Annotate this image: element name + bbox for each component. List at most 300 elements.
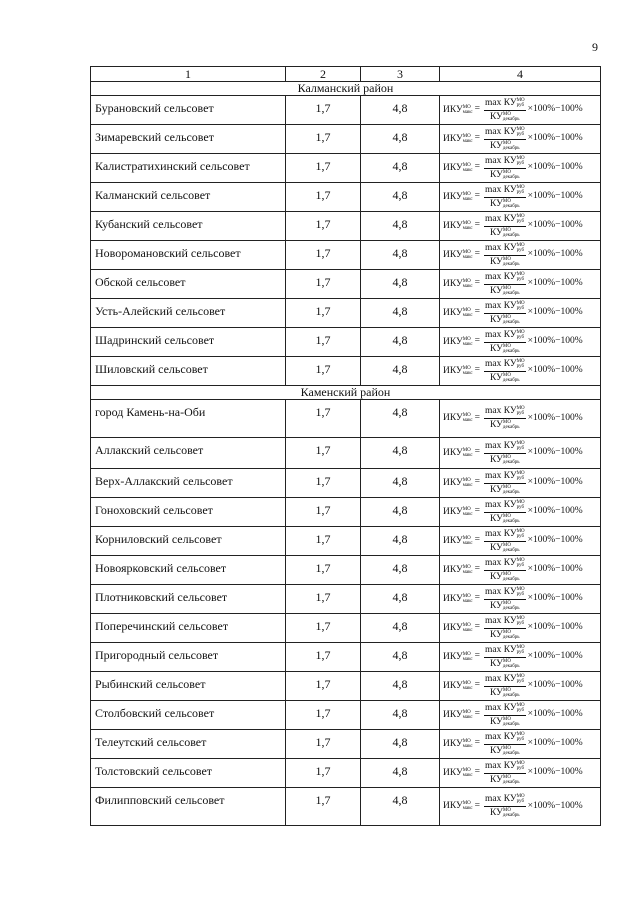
table-row [91,498,601,527]
formula-tail: ×100%−100% [527,104,583,115]
formula-num-sup: МО [516,615,525,621]
settlement-name: город Камень-на-Оби [91,400,286,438]
formula-den-sup: МО [502,111,511,117]
formula-den-sub: декабрь [502,750,520,756]
formula-tail: ×100%−100% [527,800,583,811]
settlement-name: Бурановский сельсовет [91,96,286,125]
formula-num-sup: МО [516,126,525,132]
formula-numerator: max КУ [484,558,517,568]
formula-eq: = [474,104,480,115]
formula-tail: ×100%−100% [527,477,583,488]
table-row [91,212,601,241]
formula-numerator: max КУ [484,330,517,340]
formula-denominator: КУ [490,169,503,180]
formula-den-sub: декабрь [502,116,520,122]
formula-num-sub: руб [516,276,524,282]
formula-num-sub: руб [516,411,524,417]
table-row [91,759,601,788]
formula-den-sup: МО [502,808,511,813]
value-col-3: 4,8 [361,527,440,556]
formula-lhs-sub: макс [462,743,473,749]
formula-num-sup: МО [516,731,525,737]
formula-fraction [484,301,526,325]
formula-cell [440,154,601,183]
formula-numerator: max КУ [484,732,517,742]
formula-num-sub: руб [516,189,524,195]
formula-eq: = [474,738,480,749]
formula [443,794,600,818]
formula [443,185,600,209]
formula-numerator: max КУ [484,156,517,166]
formula-numerator: max КУ [484,761,517,771]
formula-denominator: КУ [490,198,503,209]
table-row [91,299,601,328]
formula-numerator: max КУ [484,441,517,451]
formula-denominator: КУ [490,687,503,698]
formula-tail: ×100%−100% [527,336,583,347]
formula-den-sub: декабрь [502,290,520,296]
formula-cell [440,357,601,386]
header-cell-1: 1 [91,67,286,82]
formula-fraction [484,500,526,524]
formula [443,301,600,325]
formula-lhs: ИКУ [443,104,463,115]
formula-lhs-sub: макс [462,540,473,546]
formula-denominator: КУ [490,314,503,325]
value-col-3: 4,8 [361,788,440,826]
formula-eq: = [474,336,480,347]
formula-cell [440,299,601,328]
formula-lhs-sub: макс [462,196,473,202]
formula-num-sup: МО [516,300,525,306]
formula [443,441,600,465]
formula-lhs: ИКУ [443,680,463,691]
value-col-2: 1,7 [286,357,361,386]
formula-eq: = [474,249,480,260]
settlement-name: Телеутский сельсовет [91,730,286,759]
formula-lhs: ИКУ [443,593,463,604]
formula-lhs-sub: макс [462,685,473,691]
value-col-2: 1,7 [286,759,361,788]
formula-tail: ×100%−100% [527,651,583,662]
formula-den-sup: МО [502,774,511,780]
formula-eq: = [474,506,480,517]
formula-tail: ×100%−100% [527,506,583,517]
formula-lhs-sub: макс [462,225,473,231]
formula-den-sup: МО [502,227,511,233]
value-col-2: 1,7 [286,400,361,438]
value-col-3: 4,8 [361,212,440,241]
formula-lhs-sup: МО [462,133,471,139]
formula [443,471,600,495]
formula-numerator: max КУ [484,471,517,481]
formula-num-sub: руб [516,305,524,311]
value-col-3: 4,8 [361,96,440,125]
value-col-2: 1,7 [286,241,361,270]
formula-lhs-sub: макс [462,138,473,144]
formula-lhs-sub: макс [462,806,473,812]
formula-den-sup: МО [502,198,511,204]
settlement-name: Верх-Аллакский сельсовет [91,469,286,498]
formula-lhs-sup: МО [462,336,471,342]
formula-fraction [484,703,526,727]
formula-num-sub: руб [516,445,524,451]
table-row [91,527,601,556]
formula-tail: ×100%−100% [527,680,583,691]
formula-den-sup: МО [502,372,511,378]
formula-cell [440,96,601,125]
formula-den-sub: декабрь [502,692,520,698]
formula-lhs-sub: макс [462,167,473,173]
formula-lhs-sup: МО [462,506,471,512]
value-col-3: 4,8 [361,701,440,730]
formula-fraction [484,156,526,180]
settlement-name: Калманский сельсовет [91,183,286,212]
formula-num-sub: руб [516,533,524,539]
value-col-2: 1,7 [286,299,361,328]
formula-numerator: max КУ [484,703,517,713]
formula [443,732,600,756]
formula-den-sup: МО [502,314,511,320]
formula-lhs-sup: МО [462,801,471,807]
formula-lhs: ИКУ [443,191,463,202]
formula-num-sup: МО [516,470,525,476]
formula-numerator: max КУ [484,529,517,539]
formula-numerator: max КУ [484,301,517,311]
formula-den-sub: декабрь [502,721,520,727]
formula-num-sub: руб [516,334,524,340]
formula-lhs-sub: макс [462,627,473,633]
formula-lhs-sup: МО [462,477,471,483]
formula-eq: = [474,477,480,488]
formula-lhs: ИКУ [443,477,463,488]
formula-cell [440,498,601,527]
formula [443,558,600,582]
formula-den-sub: декабрь [502,518,520,524]
formula-lhs-sub: макс [462,598,473,604]
formula-num-sub: руб [516,620,524,626]
formula-cell [440,643,601,672]
formula-num-sup: МО [516,97,525,103]
formula-cell [440,212,601,241]
formula-fraction [484,645,526,669]
formula-num-sub: руб [516,247,524,253]
formula-lhs-sup: МО [462,680,471,686]
formula-fraction [484,330,526,354]
value-col-3: 4,8 [361,585,440,614]
value-col-2: 1,7 [286,328,361,357]
value-col-2: 1,7 [286,527,361,556]
formula [443,703,600,727]
formula-denominator: КУ [490,454,503,465]
value-col-2: 1,7 [286,585,361,614]
value-col-2: 1,7 [286,212,361,241]
formula-fraction [484,272,526,296]
formula-denominator: КУ [490,285,503,296]
formula-den-sup: МО [502,484,511,490]
formula-num-sup: МО [516,213,525,219]
formula [443,127,600,151]
formula-tail: ×100%−100% [527,535,583,546]
formula-numerator: max КУ [484,127,517,137]
formula-den-sup: МО [502,571,511,577]
formula-lhs-sub: макс [462,312,473,318]
value-col-2: 1,7 [286,614,361,643]
settlement-name: Филипповский сельсовет [91,788,286,826]
formula-cell [440,730,601,759]
formula-cell [440,556,601,585]
formula-fraction [484,674,526,698]
formula-cell [440,241,601,270]
formula-lhs-sup: МО [462,278,471,284]
formula-num-sub: руб [516,678,524,684]
formula-num-sup: МО [516,499,525,505]
formula-lhs-sub: макс [462,418,473,424]
value-col-2: 1,7 [286,438,361,469]
formula [443,272,600,296]
formula-tail: ×100%−100% [527,767,583,778]
formula-cell [440,672,601,701]
settlement-name: Калистратихинский сельсовет [91,154,286,183]
formula-lhs-sub: макс [462,511,473,517]
value-col-2: 1,7 [286,556,361,585]
value-col-2: 1,7 [286,270,361,299]
formula-lhs-sup: МО [462,220,471,226]
formula-lhs: ИКУ [443,506,463,517]
formula-fraction [484,732,526,756]
formula-tail: ×100%−100% [527,412,583,423]
formula-cell [440,438,601,469]
formula-den-sub: декабрь [502,203,520,209]
table-row [91,96,601,125]
header-row [91,67,601,82]
formula-lhs-sup: МО [462,162,471,168]
formula-numerator: max КУ [484,98,517,108]
formula-lhs-sub: макс [462,452,473,458]
formula-eq: = [474,767,480,778]
formula-lhs-sup: МО [462,593,471,599]
value-col-2: 1,7 [286,96,361,125]
value-col-2: 1,7 [286,498,361,527]
formula-eq: = [474,564,480,575]
value-col-2: 1,7 [286,643,361,672]
value-col-3: 4,8 [361,614,440,643]
formula-denominator: КУ [490,420,503,431]
formula-lhs: ИКУ [443,709,463,720]
formula-denominator: КУ [490,658,503,669]
formula-eq: = [474,278,480,289]
formula-den-sup: МО [502,256,511,262]
formula-denominator: КУ [490,484,503,495]
formula-lhs: ИКУ [443,738,463,749]
settlement-name: Пригородный сельсовет [91,643,286,672]
formula-den-sub: декабрь [502,377,520,383]
formula-lhs-sup: МО [462,535,471,541]
settlement-name: Корниловский сельсовет [91,527,286,556]
formula-den-sup: МО [502,745,511,751]
formula-denominator: КУ [490,571,503,582]
formula-den-sup: МО [502,513,511,519]
formula-den-sub: декабрь [502,605,520,611]
formula-num-sup: МО [516,528,525,534]
formula-num-sup: МО [516,760,525,766]
formula-num-sup: МО [516,644,525,650]
formula-lhs-sub: макс [462,772,473,778]
formula-num-sub: руб [516,765,524,771]
formula-num-sub: руб [516,160,524,166]
region-title: Каменский район [91,386,601,400]
formula-den-sup: МО [502,629,511,635]
value-col-3: 4,8 [361,357,440,386]
formula-den-sup: МО [502,454,511,460]
formula-fraction [484,529,526,553]
value-col-2: 1,7 [286,701,361,730]
formula-tail: ×100%−100% [527,162,583,173]
formula-den-sup: МО [502,716,511,722]
formula-lhs-sup: МО [462,365,471,371]
formula-den-sub: декабрь [502,576,520,582]
formula-cell [440,328,601,357]
formula-den-sup: МО [502,285,511,291]
formula-den-sup: МО [502,343,511,349]
table-row [91,438,601,469]
formula-tail: ×100%−100% [527,191,583,202]
header-cell-2: 2 [286,67,361,82]
value-col-3: 4,8 [361,672,440,701]
table-row [91,730,601,759]
formula [443,761,600,785]
formula-lhs: ИКУ [443,278,463,289]
formula-lhs-sup: МО [462,191,471,197]
formula-cell [440,788,601,826]
formula-lhs-sup: МО [462,709,471,715]
table-row [91,270,601,299]
page-number: 9 [592,40,598,54]
formula-numerator: max КУ [484,794,517,805]
formula-lhs-sub: макс [462,341,473,347]
formula-eq: = [474,709,480,720]
table-row [91,125,601,154]
table-row [91,585,601,614]
header-cell-3: 3 [361,67,440,82]
formula [443,359,600,383]
formula-eq: = [474,651,480,662]
formula-lhs: ИКУ [443,447,463,458]
formula-num-sup: МО [516,242,525,248]
table-row [91,183,601,212]
formula-eq: = [474,593,480,604]
formula-tail: ×100%−100% [527,564,583,575]
table-row [91,614,601,643]
formula-num-sub: руб [516,131,524,137]
formula [443,674,600,698]
formula-eq: = [474,535,480,546]
formula-den-sup: МО [502,420,511,425]
formula-eq: = [474,365,480,376]
formula-eq: = [474,447,480,458]
formula-tail: ×100%−100% [527,278,583,289]
formula-lhs: ИКУ [443,564,463,575]
formula-tail: ×100%−100% [527,307,583,318]
formula-lhs-sup: МО [462,307,471,313]
formula-lhs-sup: МО [462,564,471,570]
formula-tail: ×100%−100% [527,220,583,231]
formula-cell [440,614,601,643]
formula-lhs-sup: МО [462,104,471,110]
value-col-2: 1,7 [286,469,361,498]
formula-denominator: КУ [490,140,503,151]
value-col-2: 1,7 [286,183,361,212]
formula-eq: = [474,622,480,633]
value-col-2: 1,7 [286,788,361,826]
formula-fraction [484,185,526,209]
table-row [91,328,601,357]
formula-denominator: КУ [490,629,503,640]
formula-num-sup: МО [516,586,525,592]
formula-lhs: ИКУ [443,413,463,424]
settlement-name: Толстовский сельсовет [91,759,286,788]
header-cell-4: 4 [440,67,601,82]
value-col-3: 4,8 [361,183,440,212]
value-col-3: 4,8 [361,498,440,527]
formula-eq: = [474,162,480,173]
formula-numerator: max КУ [484,272,517,282]
settlement-name: Усть-Алейский сельсовет [91,299,286,328]
formula-lhs: ИКУ [443,307,463,318]
formula-denominator: КУ [490,256,503,267]
formula-lhs: ИКУ [443,535,463,546]
settlement-name: Шиловский сельсовет [91,357,286,386]
formula-lhs: ИКУ [443,365,463,376]
value-col-3: 4,8 [361,125,440,154]
table-row [91,357,601,386]
formula-den-sup: МО [502,169,511,175]
formula-lhs: ИКУ [443,336,463,347]
value-col-3: 4,8 [361,241,440,270]
value-col-3: 4,8 [361,759,440,788]
formula-num-sub: руб [516,562,524,568]
formula-denominator: КУ [490,808,503,819]
formula-lhs: ИКУ [443,133,463,144]
formula-lhs-sub: макс [462,656,473,662]
formula-tail: ×100%−100% [527,133,583,144]
formula-num-sub: руб [516,504,524,510]
formula-den-sub: декабрь [502,663,520,669]
region-row [91,82,601,96]
value-col-3: 4,8 [361,328,440,357]
formula-tail: ×100%−100% [527,738,583,749]
formula-eq: = [474,680,480,691]
value-col-2: 1,7 [286,730,361,759]
formula-denominator: КУ [490,774,503,785]
formula-den-sub: декабрь [502,261,520,267]
table-row [91,672,601,701]
formula-fraction [484,471,526,495]
value-col-2: 1,7 [286,672,361,701]
value-col-3: 4,8 [361,154,440,183]
formula-den-sub: декабрь [502,174,520,180]
formula-lhs-sup: МО [462,767,471,773]
formula-numerator: max КУ [484,616,517,626]
table-row [91,241,601,270]
value-col-2: 1,7 [286,125,361,154]
value-col-3: 4,8 [361,299,440,328]
formula-cell [440,125,601,154]
formula-tail: ×100%−100% [527,249,583,260]
formula-tail: ×100%−100% [527,447,583,458]
formula-numerator: max КУ [484,359,517,369]
formula-den-sup: МО [502,600,511,606]
